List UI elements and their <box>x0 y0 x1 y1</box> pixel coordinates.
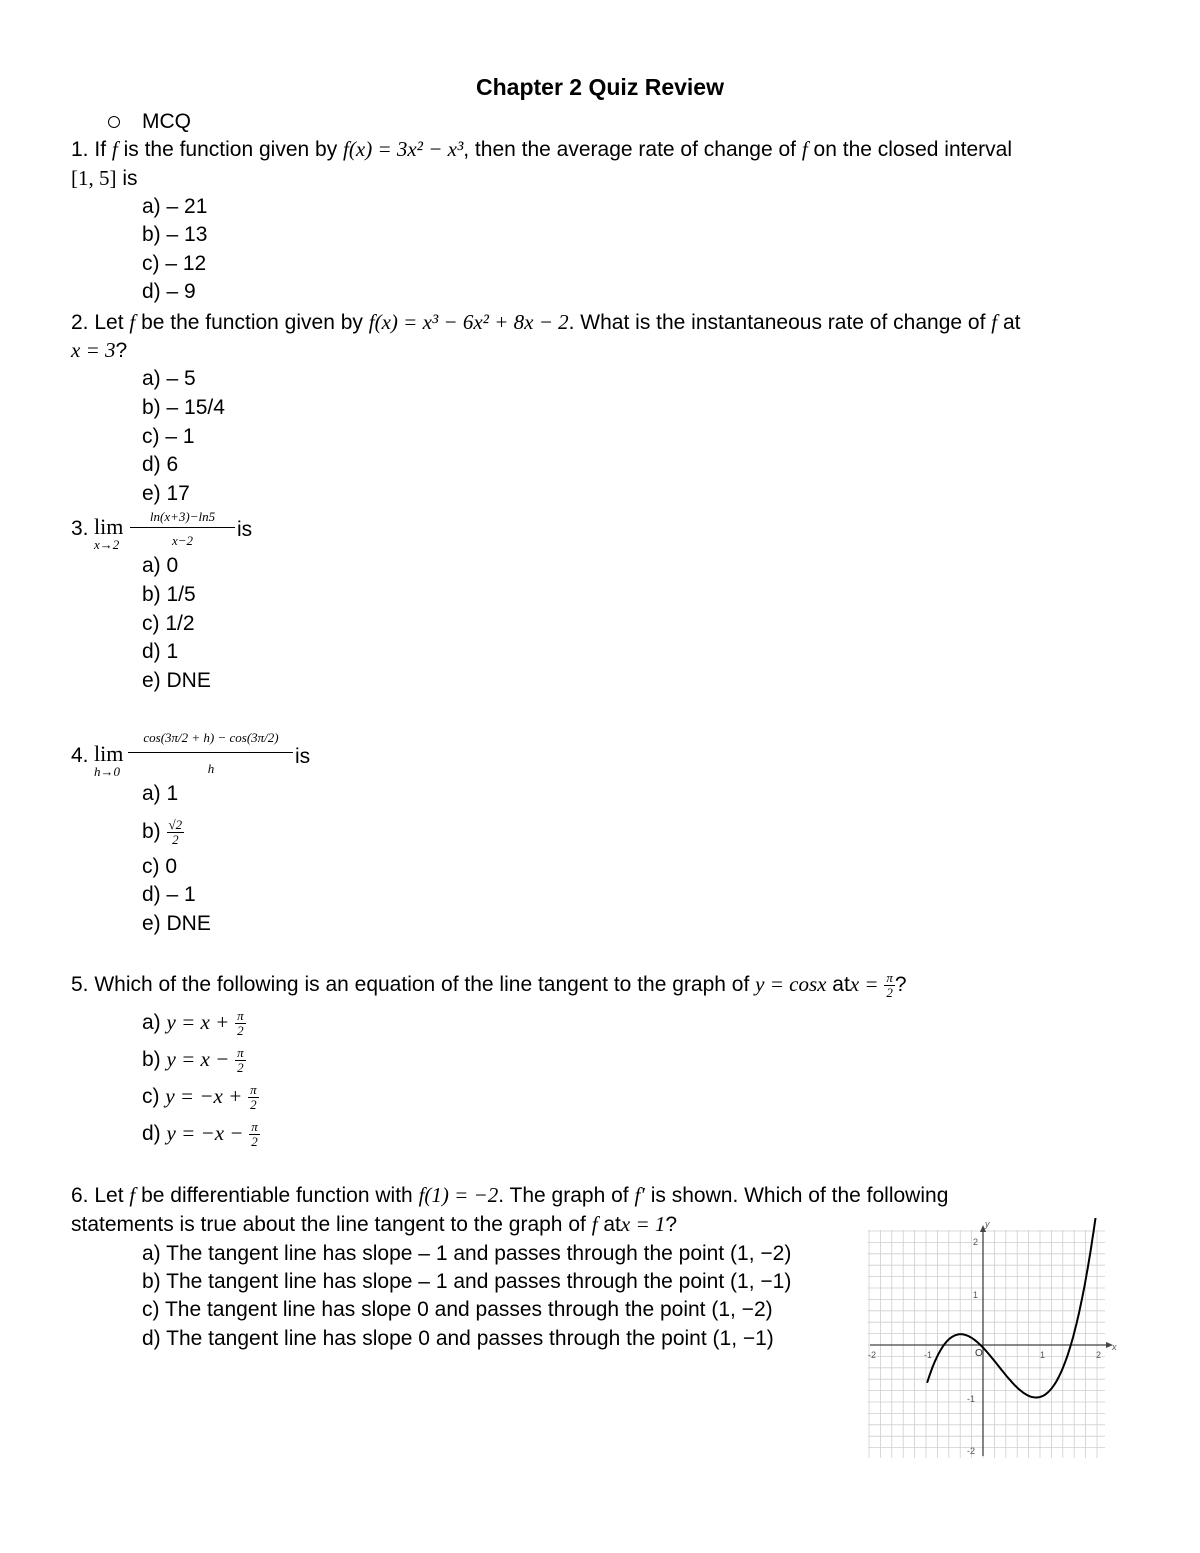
q4-fraction-bar <box>128 752 293 753</box>
x-tick-1: 1 <box>1040 1350 1046 1360</box>
q2-text-d: at <box>1002 311 1021 334</box>
q5-b-two: 2 <box>237 1060 244 1075</box>
q4-lim-sub: h→0 <box>94 764 120 779</box>
q5-pi: π <box>886 970 893 985</box>
q3-option-a[interactable]: a) 0 <box>142 554 179 577</box>
q2-text-e: ? <box>115 339 128 362</box>
q5-at: at <box>832 973 850 997</box>
q1-function: f(x) = 3x² − x³ <box>343 137 464 161</box>
section-label: MCQ <box>142 110 191 133</box>
q2-number: 2. Let <box>71 311 124 334</box>
x-tick-neg1: -1 <box>924 1350 933 1360</box>
fprime-graph <box>860 1218 1120 1464</box>
q5-b-fraction <box>235 1046 246 1075</box>
q5-b-expr: y = x − <box>166 1047 230 1072</box>
q4-b-den: 2 <box>172 832 179 847</box>
q5-c-expr: y = −x + <box>165 1084 243 1109</box>
q4-option-d[interactable]: d) – 1 <box>142 883 196 906</box>
q6-text-d: is shown. Which of the following <box>650 1184 949 1207</box>
q6-fprime: f′ <box>634 1183 645 1207</box>
q4-option-b-fraction <box>167 818 185 847</box>
q5-d-two: 2 <box>251 1134 258 1149</box>
q1-option-b[interactable]: b) – 13 <box>142 223 208 246</box>
q4-option-c[interactable]: c) 0 <box>142 855 178 878</box>
q3-numerator: ln(x+3)−ln5 <box>149 509 216 524</box>
q6-f-symbol-2: f <box>591 1212 598 1236</box>
q6-f-symbol: f <box>129 1183 136 1207</box>
q1-option-c[interactable]: c) – 12 <box>142 252 207 275</box>
q6-option-d[interactable]: d) The tangent line has slope 0 and passes through the point (1, −1) <box>142 1327 774 1350</box>
graph-grid <box>868 1230 1105 1458</box>
x-tick-2: 2 <box>1096 1350 1102 1360</box>
q3-option-e[interactable]: e) DNE <box>142 669 211 692</box>
q6-text-f: at <box>603 1213 621 1236</box>
q3-lim: lim <box>94 514 124 539</box>
q2-text-b: be the function given by <box>141 311 363 334</box>
q3-denominator: x−2 <box>171 533 194 548</box>
q4-lim: lim <box>94 741 124 766</box>
q5-a-pi: π <box>237 1008 244 1023</box>
q1-option-d[interactable]: d) – 9 <box>142 280 196 303</box>
question-2 <box>71 309 1020 336</box>
q1-text-c: , then the average rate of change of <box>463 138 797 161</box>
page-title: Chapter 2 Quiz Review <box>476 74 724 100</box>
q3-number: 3. <box>71 517 89 540</box>
q4-option-b[interactable] <box>142 818 184 847</box>
q4-b-num: √2 <box>168 817 183 832</box>
question-5 <box>71 971 907 1000</box>
q5-fraction <box>884 971 895 1000</box>
q5-a-fraction <box>235 1009 246 1038</box>
q5-question-mark: ? <box>894 973 907 997</box>
q5-two: 2 <box>886 985 893 1000</box>
x-tick-neg2: -2 <box>868 1350 877 1360</box>
q5-option-d[interactable] <box>142 1120 260 1149</box>
q1-option-a[interactable]: a) – 21 <box>142 195 208 218</box>
q6-text-a: 6. Let <box>71 1184 124 1207</box>
q1-text-e: is <box>122 167 138 190</box>
q4-is: is <box>295 745 311 768</box>
q6-condition: f(1) = −2 <box>418 1183 499 1207</box>
q2-option-c[interactable]: c) – 1 <box>142 425 195 448</box>
q4-option-a[interactable]: a) 1 <box>142 782 179 805</box>
q6-text-b: be differentiable function with <box>141 1184 413 1207</box>
q5-option-a[interactable] <box>142 1009 246 1038</box>
q1-number: 1. <box>71 138 89 161</box>
question-1 <box>71 136 1012 163</box>
question-6 <box>71 1182 948 1209</box>
q2-text-c: . What is the instantaneous rate of change of <box>568 311 986 334</box>
fprime-curve <box>927 1218 1102 1398</box>
q3-lim-sub: x→2 <box>94 537 120 552</box>
q2-f-symbol: f <box>129 310 136 334</box>
q5-text: 5. Which of the following is an equation of the line tangent to the graph of <box>71 973 750 997</box>
q1-text-a: If <box>94 138 107 161</box>
y-tick-2: 2 <box>973 1237 979 1247</box>
y-axis-label: y <box>985 1219 990 1229</box>
q5-c-pi: π <box>250 1082 257 1097</box>
q6-text-c: . The graph of <box>498 1184 629 1207</box>
q5-option-c[interactable] <box>142 1083 259 1112</box>
q5-d-label: d) <box>142 1122 161 1146</box>
q5-x-eq: x = <box>849 972 879 997</box>
q1-interval: [1, 5] <box>71 166 117 190</box>
section-heading <box>108 109 191 135</box>
q5-a-expr: y = x + <box>166 1010 230 1035</box>
q5-c-two: 2 <box>250 1097 257 1112</box>
q5-d-fraction <box>249 1120 260 1149</box>
q2-point: x = 3 <box>71 338 116 362</box>
q6-option-a[interactable]: a) The tangent line has slope – 1 and passes through the point (1, −2) <box>142 1242 792 1265</box>
q1-f-symbol-2: f <box>801 137 808 161</box>
q5-d-pi: π <box>251 1119 258 1134</box>
q2-function: f(x) = x³ − 6x² + 8x − 2 <box>368 310 569 334</box>
q4-numerator: cos(3π/2 + h) − cos(3π/2) <box>143 730 279 745</box>
q5-option-b[interactable] <box>142 1046 246 1075</box>
q6-point: x = 1 <box>620 1212 666 1236</box>
q2-option-e[interactable]: e) 17 <box>142 482 190 505</box>
q6-text-e: statements is true about the line tangent to the graph of <box>71 1213 586 1236</box>
q5-a-label: a) <box>142 1011 161 1035</box>
y-tick-1: 1 <box>973 1290 979 1300</box>
q2-option-b[interactable]: b) – 15/4 <box>142 396 225 419</box>
q5-b-pi: π <box>237 1045 244 1060</box>
question-2-cont <box>71 337 127 364</box>
question-6-cont <box>71 1211 677 1238</box>
y-tick-neg2: -2 <box>967 1446 976 1456</box>
q4-option-b-label: b) <box>142 820 161 844</box>
x-axis-label: x <box>1112 1342 1117 1352</box>
bullet-icon <box>108 116 120 128</box>
q1-f-symbol: f <box>111 137 118 161</box>
q5-a-two: 2 <box>237 1023 244 1038</box>
q5-function: y = cosx <box>755 972 827 997</box>
q1-text-b: is the function given by <box>123 138 338 161</box>
q3-option-d[interactable]: d) 1 <box>142 640 179 663</box>
q4-option-e[interactable]: e) DNE <box>142 912 211 935</box>
q2-f-symbol-2: f <box>991 310 998 334</box>
q3-is: is <box>237 518 253 541</box>
origin-label: O <box>975 1348 983 1359</box>
q5-c-label: c) <box>142 1085 160 1109</box>
q5-d-expr: y = −x − <box>166 1121 244 1146</box>
y-tick-neg1: -1 <box>967 1394 976 1404</box>
q6-option-c[interactable]: c) The tangent line has slope 0 and passes through the point (1, −2) <box>142 1298 773 1321</box>
q6-option-b[interactable]: b) The tangent line has slope – 1 and passes through the point (1, −1) <box>142 1270 792 1293</box>
q5-c-fraction <box>248 1083 259 1112</box>
q2-option-a[interactable]: a) – 5 <box>142 367 196 390</box>
q4-denominator: h <box>207 761 215 776</box>
q2-option-d[interactable]: d) 6 <box>142 453 179 476</box>
q3-option-c[interactable]: c) 1/2 <box>142 612 195 635</box>
q3-fraction-bar <box>130 527 235 528</box>
q1-text-d: on the closed interval <box>813 138 1013 161</box>
q6-question-mark: ? <box>665 1213 678 1236</box>
question-1-cont <box>71 165 138 192</box>
q5-b-label: b) <box>142 1048 161 1072</box>
q4-number: 4. <box>71 744 89 767</box>
q3-option-b[interactable]: b) 1/5 <box>142 583 196 606</box>
